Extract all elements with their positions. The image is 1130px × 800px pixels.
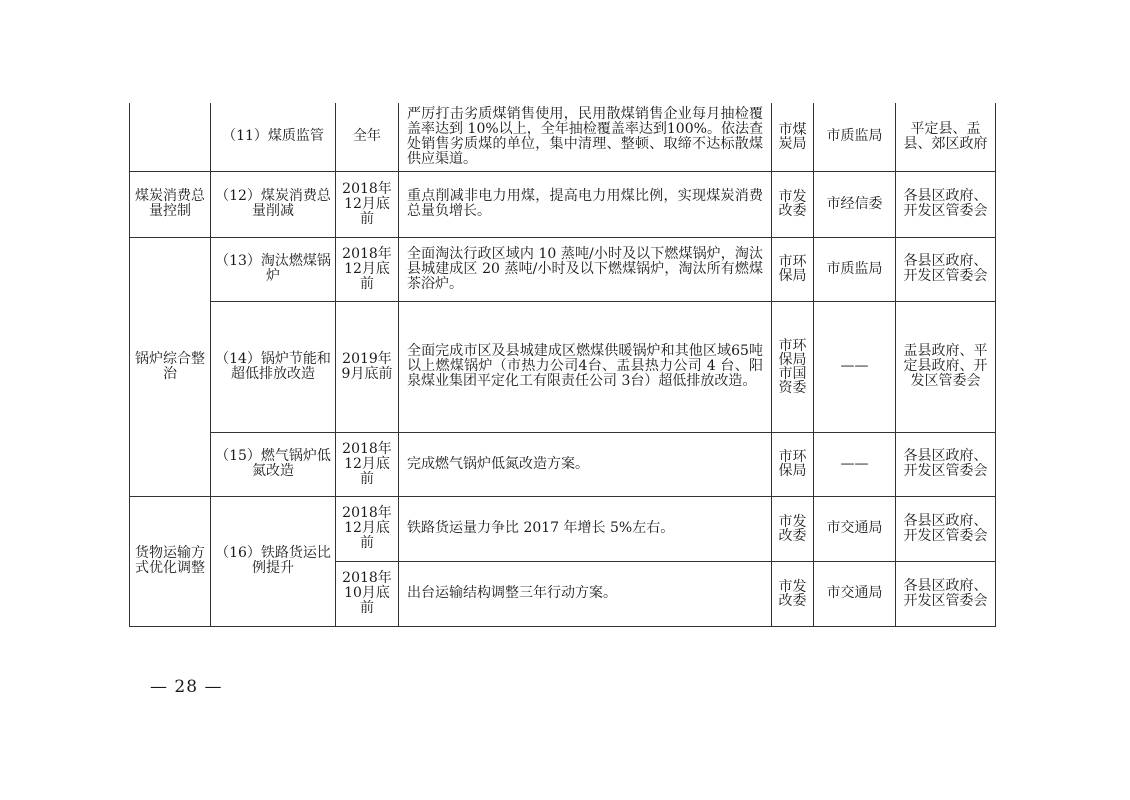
cooperate-dept-cell: 市质监局 xyxy=(814,237,896,301)
deadline-cell: 全年 xyxy=(336,103,399,171)
lead-dept-cell: 市煤炭局 xyxy=(772,103,814,171)
lead-dept-cell: 市发改委 xyxy=(772,496,814,561)
responsible-cell: 各县区政府、开发区管委会 xyxy=(896,171,996,237)
category-cell xyxy=(130,103,211,171)
responsible-cell: 平定县、盂县、郊区政府 xyxy=(896,103,996,171)
cooperate-dept-cell: 市交通局 xyxy=(814,496,896,561)
table-row xyxy=(130,103,996,171)
item-cell: （12）煤炭消费总量削减 xyxy=(211,171,336,237)
lead-dept-cell: 市环保局 xyxy=(772,432,814,496)
category-cell: 煤炭消费总量控制 xyxy=(130,171,211,237)
item-cell: （11）煤质监管 xyxy=(211,103,336,171)
deadline-cell: 2018年12月底前 xyxy=(336,496,399,561)
cooperate-dept-cell: 市交通局 xyxy=(814,561,896,626)
category-cell: 锅炉综合整治 xyxy=(130,237,211,496)
table-row xyxy=(130,432,996,496)
deadline-cell: 2018年12月底前 xyxy=(336,237,399,301)
measures-table xyxy=(129,103,996,627)
table-row xyxy=(130,301,996,432)
responsible-cell: 各县区政府、开发区管委会 xyxy=(896,561,996,626)
table-row xyxy=(130,496,996,561)
cooperate-dept-cell: —— xyxy=(814,432,896,496)
deadline-cell: 2018年12月底前 xyxy=(336,432,399,496)
content-cell: 全面淘汰行政区域内 10 蒸吨/小时及以下燃煤锅炉，淘汰县城建成区 20 蒸吨/小时及以下燃煤锅炉，淘汰所有燃煤茶浴炉。 xyxy=(399,237,772,301)
lead-dept-cell: 市环保局市国资委 xyxy=(772,301,814,432)
responsible-cell: 各县区政府、开发区管委会 xyxy=(896,237,996,301)
cooperate-dept-cell: 市经信委 xyxy=(814,171,896,237)
content-cell: 全面完成市区及县城建成区燃煤供暖锅炉和其他区域65吨以上燃煤锅炉（市热力公司4台、盂县热力公司 4 台、阳泉煤业集团平定化工有限责任公司 3台）超低排放改造。 xyxy=(399,301,772,432)
content-cell: 完成燃气锅炉低氮改造方案。 xyxy=(399,432,772,496)
table-row xyxy=(130,237,996,301)
deadline-cell: 2018年10月底前 xyxy=(336,561,399,626)
cooperate-dept-cell: 市质监局 xyxy=(814,103,896,171)
deadline-cell: 2019年9月底前 xyxy=(336,301,399,432)
item-cell: （16）铁路货运比例提升 xyxy=(211,496,336,626)
content-cell: 铁路货运量力争比 2017 年增长 5%左右。 xyxy=(399,496,772,561)
item-cell: （14）锅炉节能和超低排放改造 xyxy=(211,301,336,432)
lead-dept-cell: 市发改委 xyxy=(772,171,814,237)
responsible-cell: 盂县政府、平定县政府、开发区管委会 xyxy=(896,301,996,432)
cooperate-dept-cell: —— xyxy=(814,301,896,432)
content-cell: 重点削减非电力用煤，提高电力用煤比例，实现煤炭消费总量负增长。 xyxy=(399,171,772,237)
item-cell: （13）淘汰燃煤锅炉 xyxy=(211,237,336,301)
item-cell: （15）燃气锅炉低氮改造 xyxy=(211,432,336,496)
responsible-cell: 各县区政府、开发区管委会 xyxy=(896,432,996,496)
page-number: — 28 — xyxy=(150,677,223,697)
content-cell: 出台运输结构调整三年行动方案。 xyxy=(399,561,772,626)
lead-dept-cell: 市环保局 xyxy=(772,237,814,301)
lead-dept-cell: 市发改委 xyxy=(772,561,814,626)
deadline-cell: 2018年12月底前 xyxy=(336,171,399,237)
content-cell: 严厉打击劣质煤销售使用，民用散煤销售企业每月抽检覆盖率达到 10%以上，全年抽检覆盖率达到100%。依法查处销售劣质煤的单位，集中清理、整顿、取缔不达标散煤供应渠道。 xyxy=(399,103,772,171)
table-row xyxy=(130,171,996,237)
category-cell: 货物运输方式优化调整 xyxy=(130,496,211,626)
responsible-cell: 各县区政府、开发区管委会 xyxy=(896,496,996,561)
